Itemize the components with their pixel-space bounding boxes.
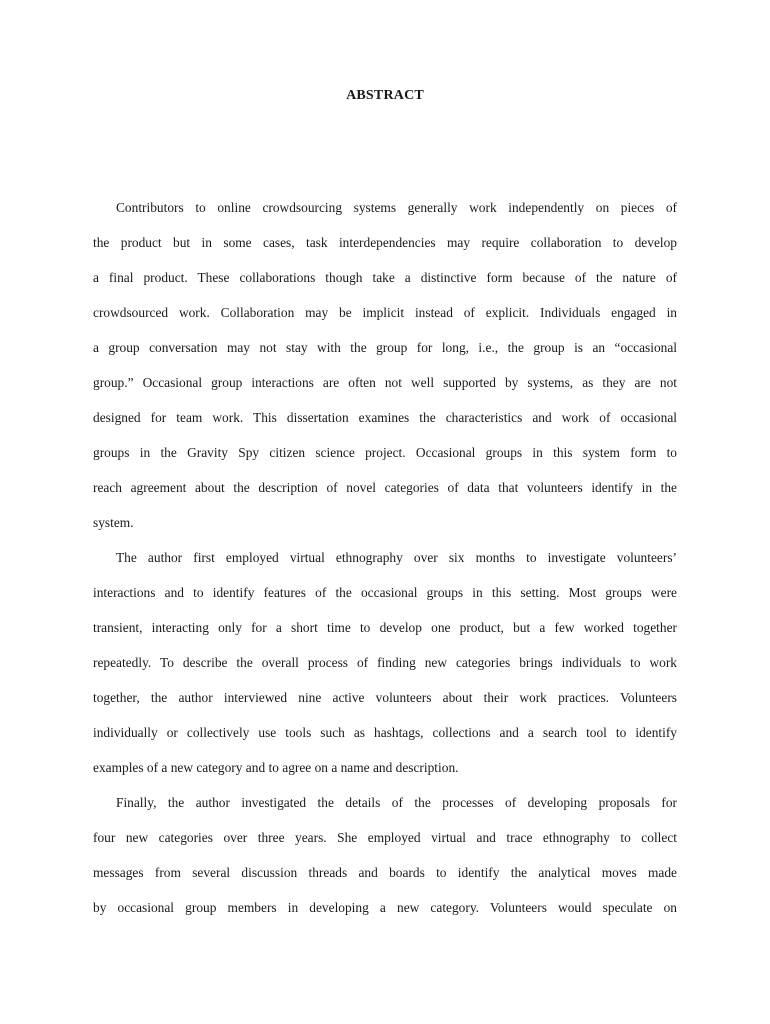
text-line: The author first employed virtual ethnography over six months to investigate volunteers’ xyxy=(116,550,677,565)
abstract-paragraph-3 xyxy=(93,785,677,925)
text-line: four new categories over three years. She employed virtual and trace ethnography to collect xyxy=(93,830,677,845)
text-line: individually or collectively use tools such as hashtags, collections and a search tool to identify xyxy=(93,725,677,740)
text-line: system. xyxy=(93,515,134,530)
text-line: by occasional group members in developing a new category. Volunteers would speculate on xyxy=(93,900,677,915)
abstract-paragraph-1 xyxy=(93,190,677,540)
text-line: repeatedly. To describe the overall process of finding new categories brings individuals to work xyxy=(93,655,677,670)
text-line: a group conversation may not stay with the group for long, i.e., the group is an “occasional xyxy=(93,340,677,355)
text-line: Finally, the author investigated the details of the processes of developing proposals for xyxy=(116,795,677,810)
text-line: interactions and to identify features of the occasional groups in this setting. Most groups were xyxy=(93,585,677,600)
text-line: crowdsourced work. Collaboration may be implicit instead of explicit. Individuals engaged in xyxy=(93,305,677,320)
abstract-body xyxy=(93,190,677,925)
text-line: together, the author interviewed nine active volunteers about their work practices. Volunteers xyxy=(93,690,677,705)
text-line: reach agreement about the description of novel categories of data that volunteers identify in the xyxy=(93,480,677,495)
page-title: ABSTRACT xyxy=(346,88,424,103)
text-line: transient, interacting only for a short time to develop one product, but a few worked together xyxy=(93,620,677,635)
text-line: messages from several discussion threads and boards to identify the analytical moves made xyxy=(93,865,677,880)
text-line: the product but in some cases, task interdependencies may require collaboration to develop xyxy=(93,235,677,250)
text-line: examples of a new category and to agree on a name and description. xyxy=(93,760,459,775)
text-line: group.” Occasional group interactions are often not well supported by systems, as they are not xyxy=(93,375,677,390)
text-line: Contributors to online crowdsourcing systems generally work independently on pieces of xyxy=(116,200,677,215)
abstract-paragraph-2 xyxy=(93,540,677,785)
text-line: designed for team work. This dissertation examines the characteristics and work of occasional xyxy=(93,410,677,425)
text-line: groups in the Gravity Spy citizen science project. Occasional groups in this system form to xyxy=(93,445,677,460)
text-line: a final product. These collaborations though take a distinctive form because of the nature of xyxy=(93,270,677,285)
